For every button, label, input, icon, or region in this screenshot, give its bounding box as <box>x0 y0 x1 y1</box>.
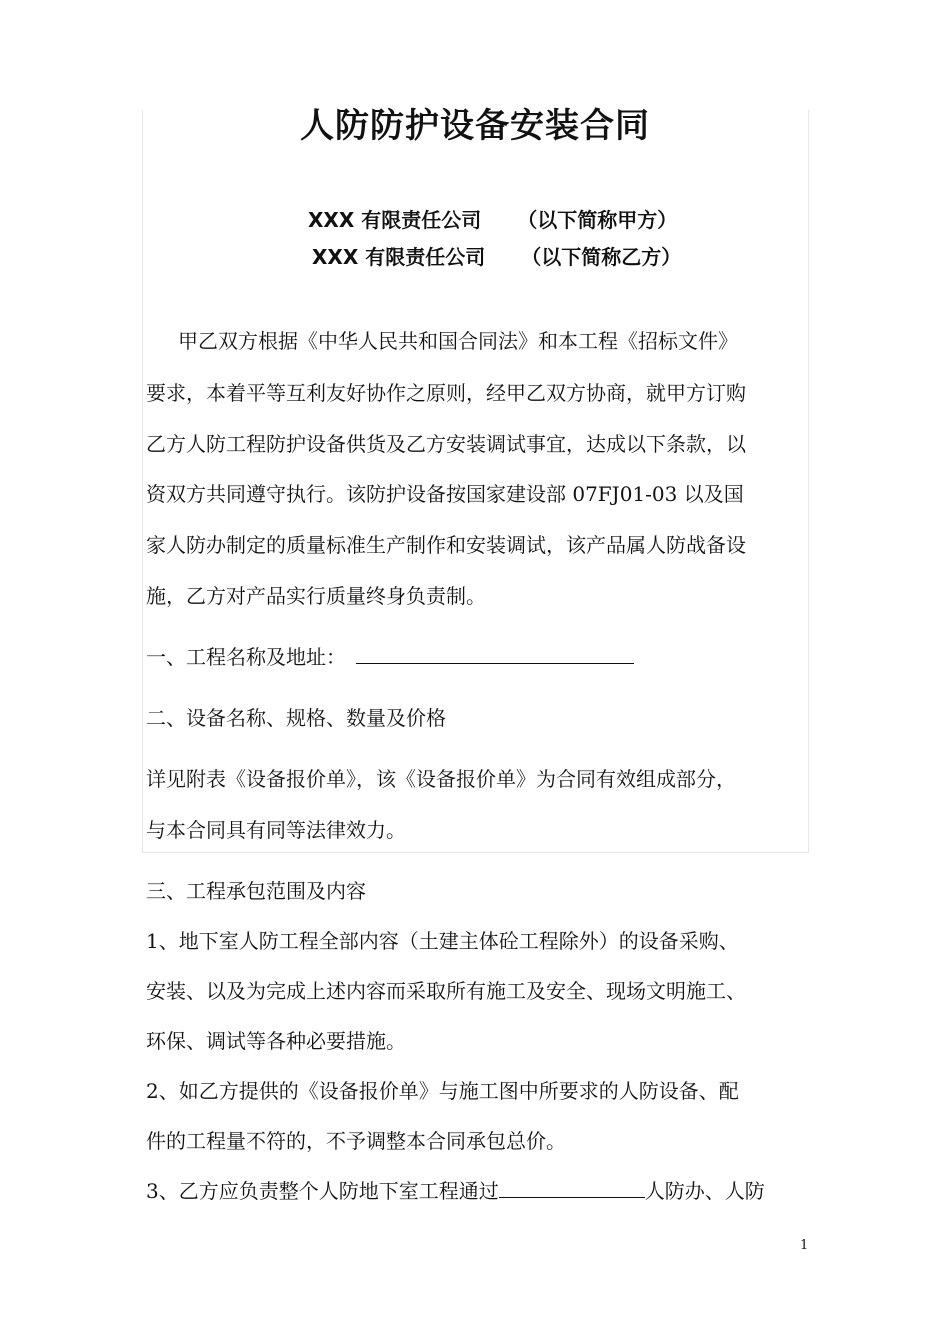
section-3-item-line: 2、如乙方提供的《设备报价单》与施工图中所要求的人防设备、配 <box>146 1079 739 1103</box>
party-b-note: （以下简称乙方） <box>521 245 682 269</box>
party-a <box>308 204 677 233</box>
document-title: 人防防护设备安装合同 <box>300 106 650 146</box>
page-number: 1 <box>800 1238 809 1253</box>
page-frame-bottom <box>142 852 809 853</box>
section-2-body-line: 详见附表《设备报价单》，该《设备报价单》为合同有效组成部分， <box>146 767 736 791</box>
section-1-label: 一、工程名称及地址： <box>146 645 346 669</box>
section-3-item-3-post: 人防办、人防 <box>644 1179 765 1203</box>
preamble-line: 甲乙双方根据《中华人民共和国合同法》和本工程《招标文件》 <box>178 329 738 353</box>
party-b-name: XXX 有限责任公司 <box>312 245 486 269</box>
section-1-heading <box>146 641 634 670</box>
preamble-line: 施，乙方对产品实行质量终身负责制。 <box>146 584 486 608</box>
section-2-body-line: 与本合同具有同等法律效力。 <box>146 818 406 842</box>
authority-blank <box>499 1175 645 1198</box>
preamble-line: 要求，本着平等互利友好协作之原则，经甲乙双方协商，就甲方订购 <box>146 381 746 405</box>
section-3-heading: 三、工程承包范围及内容 <box>146 879 366 903</box>
preamble-line: 家人防办制定的质量标准生产制作和安装调试，该产品属人防战备设 <box>146 533 746 557</box>
page-frame-left <box>142 110 143 852</box>
party-b <box>312 241 681 270</box>
section-3-item-3-pre: 3、乙方应负责整个人防地下室工程通过 <box>146 1179 499 1203</box>
project-name-blank <box>356 641 634 664</box>
section-3-item-line: 安装、以及为完成上述内容而采取所有施工及安全、现场文明施工、 <box>146 979 746 1003</box>
party-a-name: XXX 有限责任公司 <box>308 208 482 232</box>
section-3-item-line: 1、地下室人防工程全部内容（土建主体砼工程除外）的设备采购、 <box>146 929 739 953</box>
section-2-heading: 二、设备名称、规格、数量及价格 <box>146 706 446 730</box>
section-3-item-line: 件的工程量不符的，不予调整本合同承包总价。 <box>146 1129 566 1153</box>
preamble-line: 乙方人防工程防护设备供货及乙方安装调试事宜，达成以下条款，以 <box>146 432 746 456</box>
preamble-line: 资双方共同遵守执行。该防护设备按国家建设部 07FJ01-03 以及国 <box>146 482 744 506</box>
section-3-item-line: 环保、调试等各种必要措施。 <box>146 1029 406 1053</box>
section-3-item-3 <box>146 1175 765 1204</box>
page-frame-right <box>808 110 809 852</box>
party-a-note: （以下简称甲方） <box>517 208 678 232</box>
